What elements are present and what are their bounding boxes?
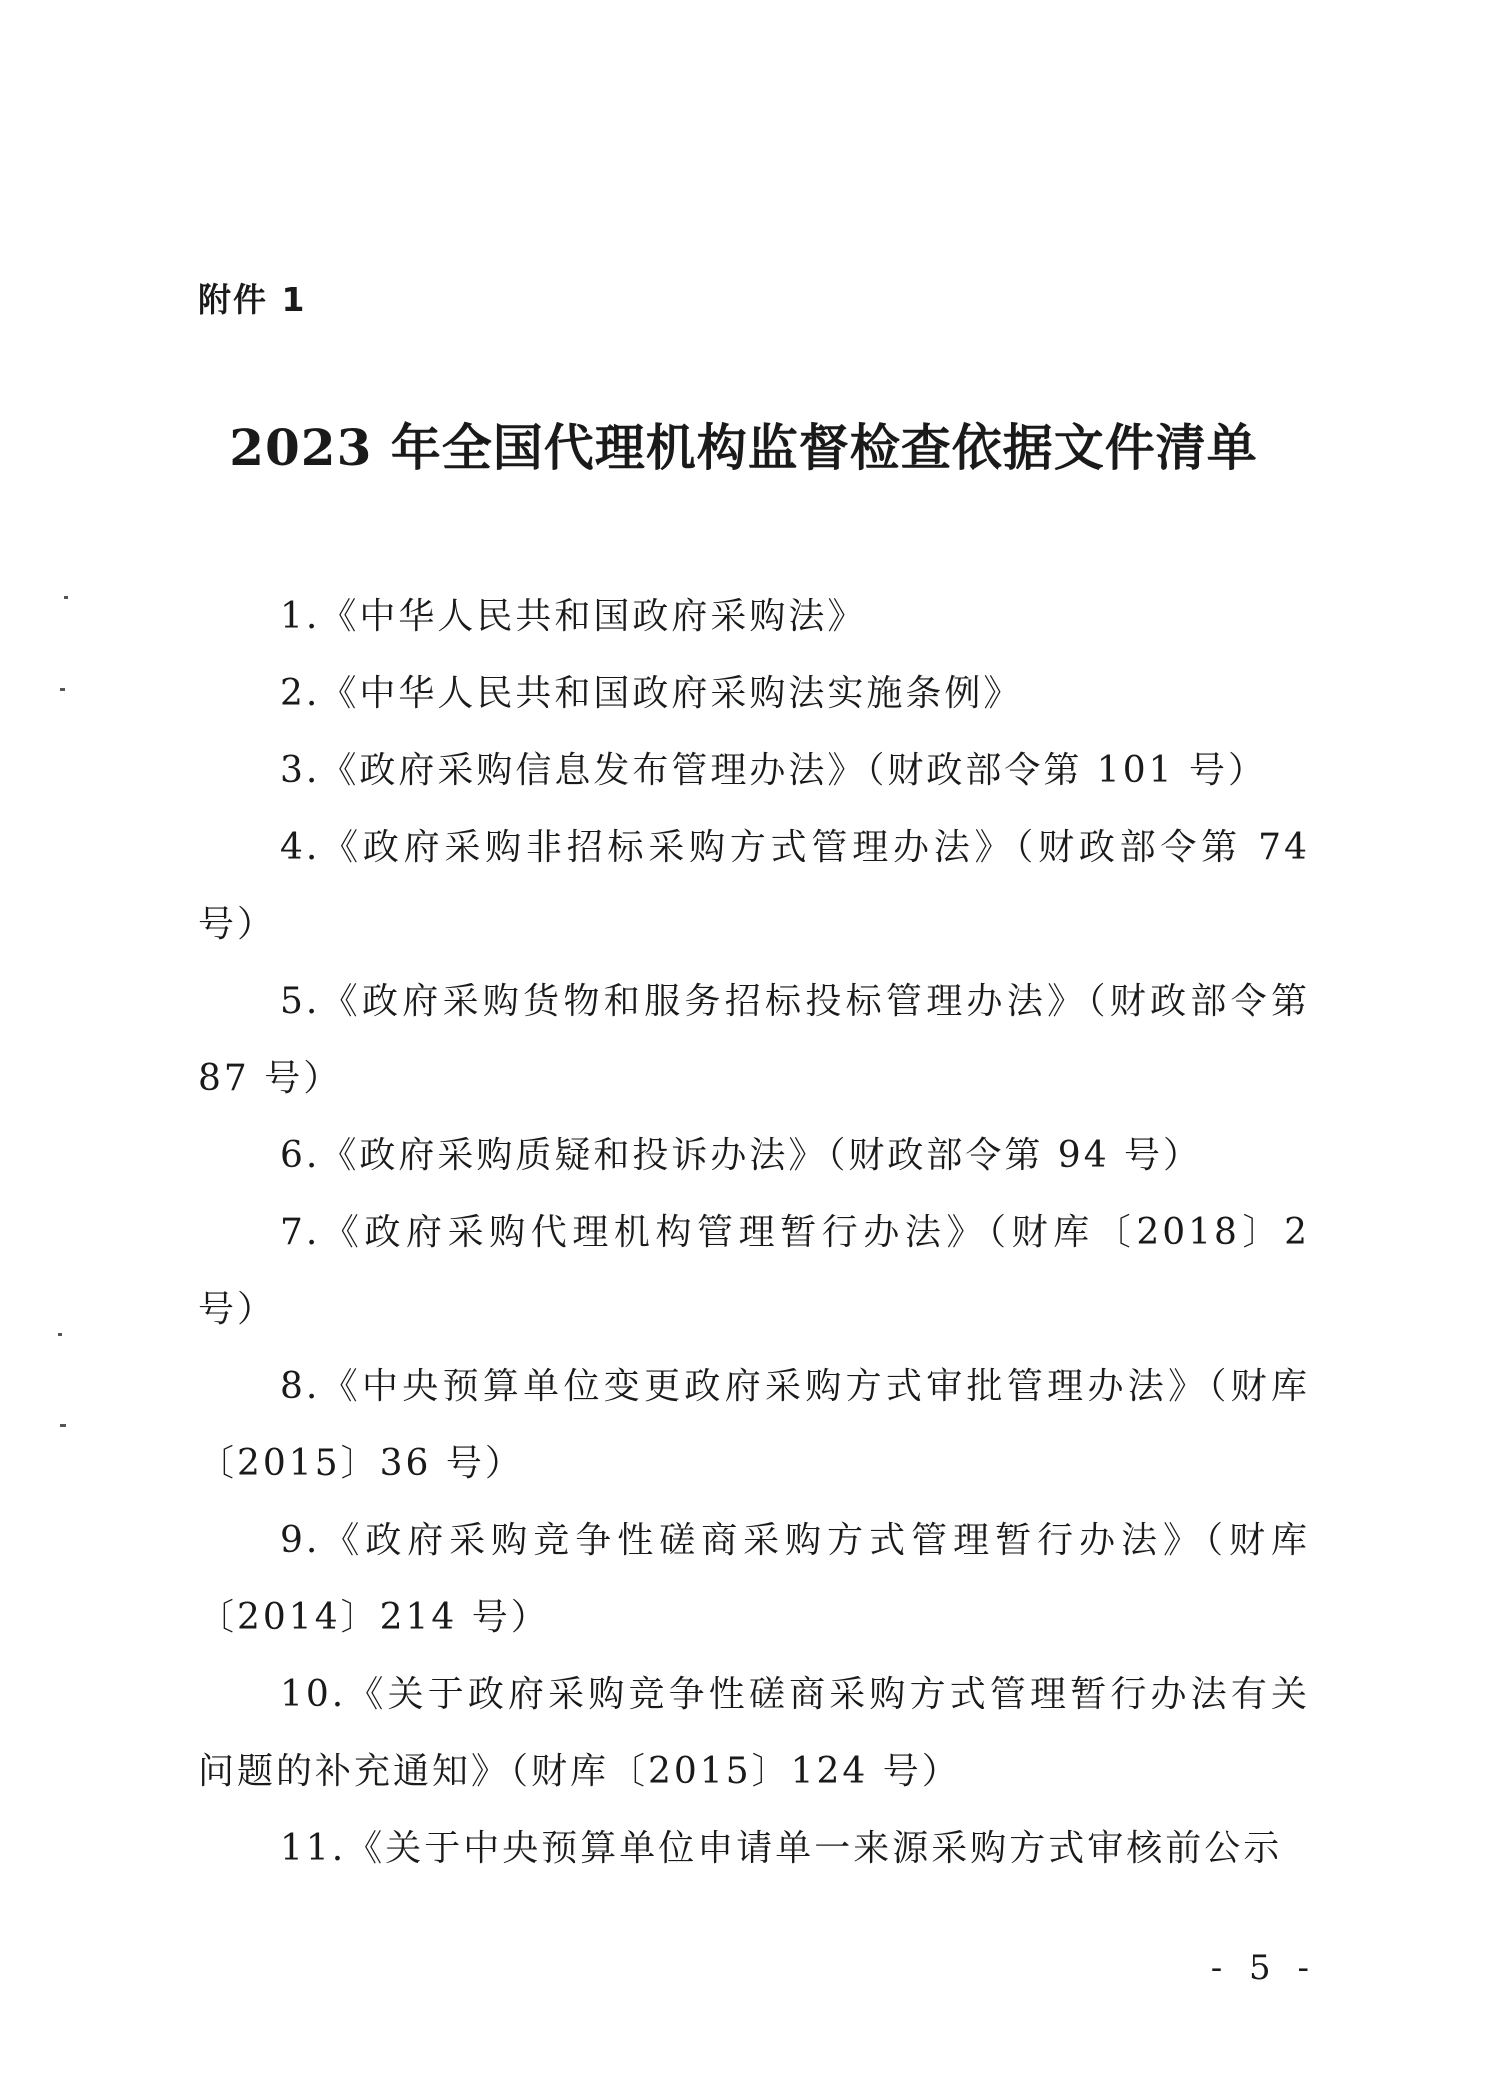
list-item: 3.《政府采购信息发布管理办法》（财政部令第 101 号） [280, 750, 1267, 791]
page-number: - 5 - [1210, 1948, 1317, 1988]
list-item: 11.《关于中央预算单位申请单一来源采购方式审核前公示 [280, 1828, 1283, 1869]
list-item: 2.《中华人民共和国政府采购法实施条例》 [280, 673, 1023, 714]
scan-speck [64, 596, 68, 599]
page-title: 2023 年全国代理机构监督检查依据文件清单 [229, 418, 1258, 477]
attachment-label: 附件 1 [198, 280, 307, 319]
list-item: 9.《政府采购竞争性磋商采购方式管理暂行办法》（财库〔2014〕214 号） [198, 1520, 1310, 1638]
list-item: 8.《中央预算单位变更政府采购方式审批管理办法》（财库〔2015〕36 号） [198, 1366, 1310, 1484]
list-item: 6.《政府采购质疑和投诉办法》（财政部令第 94 号） [280, 1135, 1203, 1176]
document-list [198, 578, 1310, 1887]
list-item: 1.《中华人民共和国政府采购法》 [280, 596, 867, 637]
list-item: 7.《政府采购代理机构管理暂行办法》（财库〔2018〕2 号） [198, 1212, 1310, 1330]
list-item: 5.《政府采购货物和服务招标投标管理办法》（财政部令第 87 号） [198, 981, 1310, 1099]
scan-speck [58, 1333, 62, 1336]
scan-speck [60, 1424, 66, 1427]
list-item: 10.《关于政府采购竞争性磋商采购方式管理暂行办法有关问题的补充通知》（财库〔2015〕124 号） [198, 1674, 1310, 1792]
scan-speck [60, 688, 65, 691]
list-item: 4.《政府采购非招标采购方式管理办法》（财政部令第 74 号） [198, 827, 1310, 945]
